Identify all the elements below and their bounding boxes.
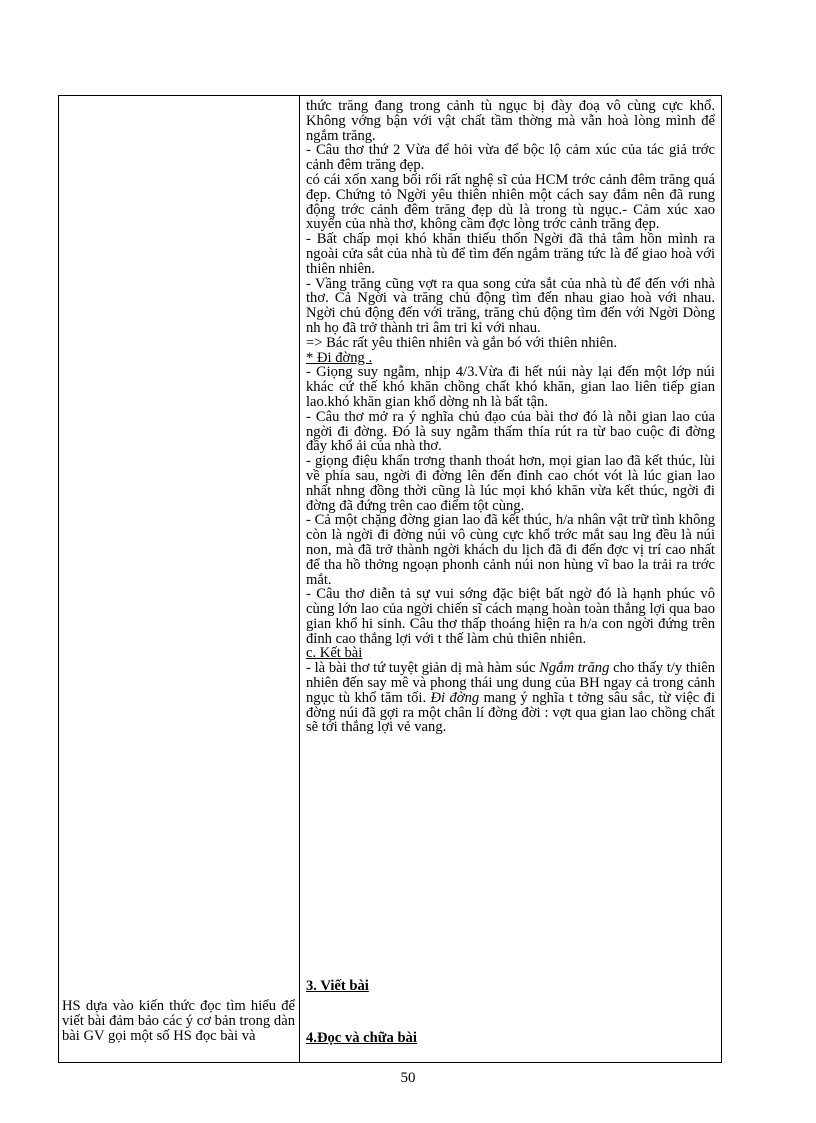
content-paragraph: - Vầng trăng cũng vợt ra qua song cửa sắt của nhà tù để đến với nhà thơ. Cả Ngời và trăng chủ động tìm đến nhau giao hoà với nhau. Ngời chủ động đến với trăng, trăng chủ động tìm đến với Ngời Dòng nh họ đã trở thành tri âm tri kỉ với nhau. — [306, 275, 715, 336]
activity-text — [62, 999, 295, 1043]
poem-title-di-duong: Đi đờng — [430, 689, 480, 706]
activity-paragraph: HS dựa vào kiến thức đọc tìm hiểu để viết bài đảm bảo các ý cơ bản trong dàn bài GV gọi một số HS đọc bài và — [62, 998, 295, 1044]
content-paragraph: - Giọng suy ngẫm, nhịp 4/3.Vừa đi hết núi này lại đến một lớp núi khác cứ thế khó khăn chồng chất khó khăn, gian lao liên tiếp gian lao.khó khăn gian khổ dờng nh là bất tận. — [306, 364, 715, 410]
page-number: 50 — [400, 1070, 416, 1086]
content-paragraph: => Bác rất yêu thiên nhiên và gắn bó với thiên nhiên. — [306, 334, 618, 351]
content-paragraph: - Câu thơ thứ 2 Vừa để hỏi vừa để bộc lộ cảm xúc của tác giả trớc cảnh đêm trăng đẹp. — [306, 142, 715, 174]
conclusion-text: - là bài thơ tứ tuyệt giản dị mà hàm súc — [306, 660, 540, 677]
content-paragraph: - Cả một chặng đờng gian lao đã kết thúc, h/a nhân vật trữ tình không còn là ngời đi đờng núi vô cùng cực khổ trớc mắt sau lng đều là núi non, mà đã trở thành ngời khách du lịch đã đi đến đợc vị trí cao nhất để tha hồ thởng ngoạn phonh cảnh núi non hùng vĩ bao la trải ra trớc mắt. — [306, 512, 715, 588]
section-heading-ket-bai: c. Kết bài — [306, 645, 363, 662]
heading-doc-va-chua-bai: 4.Đọc và chữa bài — [306, 1030, 417, 1046]
lesson-table — [58, 95, 722, 1063]
conclusion-paragraph — [306, 661, 715, 735]
conclusion-text: cho thấy t/y thiên nhiên đến say mê và phong thái ung dung của BH ngay cả trong cảnh ngục tù khổ tăm tối. — [306, 660, 716, 706]
activity-column — [59, 96, 299, 1062]
content-paragraph: - Bất chấp mọi khó khăn thiếu thốn Ngời đã thả tâm hồn mình ra ngoài cửa sắt của nhà tù để tìm đến ngắm trăng tức là để giao hoà với thiên nhiên. — [306, 231, 715, 277]
content-paragraph: - Câu thơ diễn tả sự vui sớng đặc biệt bất ngờ đó là hạnh phúc vô cùng lớn lao của ngời chiến sĩ cách mạng hoàn toàn thắng lợi qua bao gian khổ hi sinh. Câu thơ thấp thoáng hiện ra h/a con ngời đứng trên đỉnh cao thắng lợi với t thế làm chủ thiên nhiên. — [306, 586, 715, 647]
content-paragraph: - Câu thơ mở ra ý nghĩa chủ đạo của bài thơ đó là nỗi gian lao của ngời đi đờng. Đó là suy ngẫm thấm thía rút ra từ bao cuộc đi đờng đầy khổ ải của nhà thơ. — [306, 408, 715, 455]
conclusion-text: mang ý nghĩa t tởng sâu sắc, từ việc đi đờng núi đã gợi ra một chân lí đờng đời : vợt qua gian lao chồng chất sẽ tới thắng lợi vẻ vang. — [306, 689, 716, 736]
heading-viet-bai: 3. Viết bài — [306, 978, 369, 994]
content-paragraph: - giọng điệu khẩn trơng thanh thoát hơn, mọi gian lao đã kết thúc, lùi về phía sau, ngời đi đờng lên đến đỉnh cao chót vót là lúc gian lao nhất nhng đồng thời cũng là lúc mọi khó khăn vừa kết thúc, ngời đi đờng đã đứng trên cao điểm tột cùng. — [306, 453, 715, 514]
section-heading-di-duong: * Đi đờng . — [306, 349, 373, 366]
content-paragraph: thức trăng đang trong cảnh tù ngục bị đày đoạ vô cùng cực khổ. Không vớng bận với vật chất tầm thờng mà vẫn hoà lòng mình để ngắm trăng. — [306, 98, 715, 144]
content-column — [300, 96, 721, 1062]
content-text — [306, 99, 715, 735]
content-paragraph: có cái xốn xang bối rối rất nghệ sĩ của HCM trớc cảnh đêm trăng quá đẹp. Chứng tỏ Ngời yêu thiên nhiên một cách say đắm nên đã rung động trớc cảnh đêm trăng đẹp dù là trong tù ngục.- Cảm xúc xao xuyến của nhà thơ, không cầm đợc lòng trớc cảnh trăng đẹp. — [306, 171, 715, 233]
poem-title-ngam-trang: Ngắm trăng — [539, 660, 610, 677]
